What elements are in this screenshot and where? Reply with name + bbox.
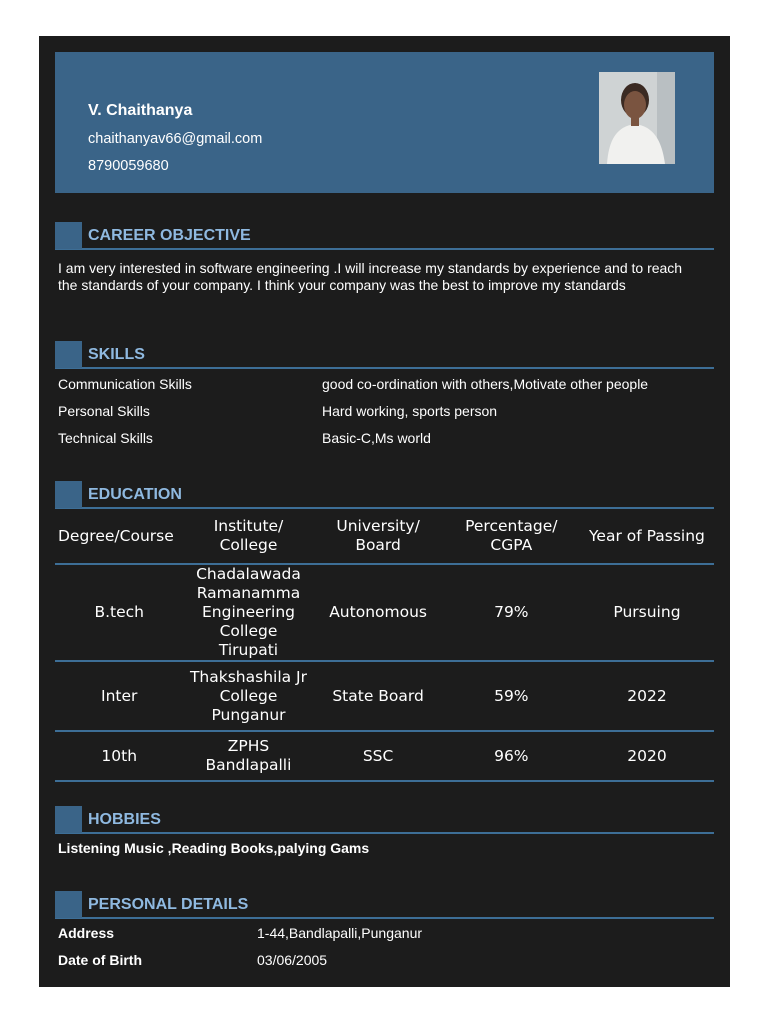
table-row <box>55 564 714 661</box>
profile-header <box>55 52 714 193</box>
table-header-row <box>55 509 714 564</box>
section-marker <box>55 481 82 508</box>
column-header: Institute/ College <box>183 509 313 564</box>
table-cell: Thakshashila Jr College Punganur <box>183 661 313 731</box>
detail-label: Address <box>58 925 115 941</box>
skills-heading <box>55 341 714 369</box>
hobbies-text: Listening Music ,Reading Books,palying Gams <box>58 840 370 856</box>
section-title: HOBBIES <box>88 811 161 828</box>
section-title: SKILLS <box>88 346 145 363</box>
detail-label: Date of Birth <box>58 952 142 968</box>
candidate-name: V. Chaithanya <box>88 102 193 119</box>
career-objective-text: I am very interested in software engineering .I will increase my standards by experience and to reach the standards of your company. I think your company was the best to improve my standards <box>58 260 683 293</box>
table-cell: Pursuing <box>580 564 714 661</box>
skill-value: good co-ordination with others,Motivate other people <box>322 376 649 392</box>
column-header: Degree/Course <box>55 509 183 564</box>
column-header: Percentage/ CGPA <box>443 509 580 564</box>
career-objective-heading <box>55 222 714 250</box>
table-cell: Autonomous <box>314 564 443 661</box>
section-marker <box>55 806 82 833</box>
skill-value: Hard working, sports person <box>322 403 498 419</box>
table-row <box>55 731 714 781</box>
section-title: EDUCATION <box>88 486 182 503</box>
table-cell: Chadalawada Ramanamma Engineering College Tirupati <box>183 564 313 661</box>
table-row <box>55 661 714 731</box>
section-title: PERSONAL DETAILS <box>88 896 249 913</box>
table-cell: B.tech <box>55 564 183 661</box>
column-header: University/ Board <box>314 509 443 564</box>
candidate-email: chaithanyav66@gmail.com <box>88 131 263 147</box>
section-marker <box>55 891 82 918</box>
resume-page <box>39 36 730 987</box>
table-cell: 2022 <box>580 661 714 731</box>
table-cell: State Board <box>314 661 443 731</box>
section-title: CAREER OBJECTIVE <box>88 227 251 244</box>
hobbies-heading <box>55 806 714 834</box>
education-table <box>55 509 714 782</box>
table-cell: ZPHS Bandlapalli <box>183 731 313 781</box>
section-marker <box>55 341 82 368</box>
personal-details-heading <box>55 891 714 919</box>
candidate-phone: 8790059680 <box>88 158 169 174</box>
table-cell: SSC <box>314 731 443 781</box>
section-marker <box>55 222 82 249</box>
table-cell: 96% <box>443 731 580 781</box>
skill-label: Technical Skills <box>58 430 153 446</box>
table-cell: 2020 <box>580 731 714 781</box>
table-cell: 59% <box>443 661 580 731</box>
table-cell: 79% <box>443 564 580 661</box>
skill-label: Communication Skills <box>58 376 192 392</box>
skill-label: Personal Skills <box>58 403 150 419</box>
profile-photo <box>599 72 675 164</box>
detail-value: 03/06/2005 <box>257 952 328 968</box>
skill-value: Basic-C,Ms world <box>322 430 431 446</box>
table-cell: 10th <box>55 731 183 781</box>
table-cell: Inter <box>55 661 183 731</box>
column-header: Year of Passing <box>580 509 714 564</box>
detail-value: 1-44,Bandlapalli,Punganur <box>257 925 423 941</box>
education-heading <box>55 481 714 509</box>
